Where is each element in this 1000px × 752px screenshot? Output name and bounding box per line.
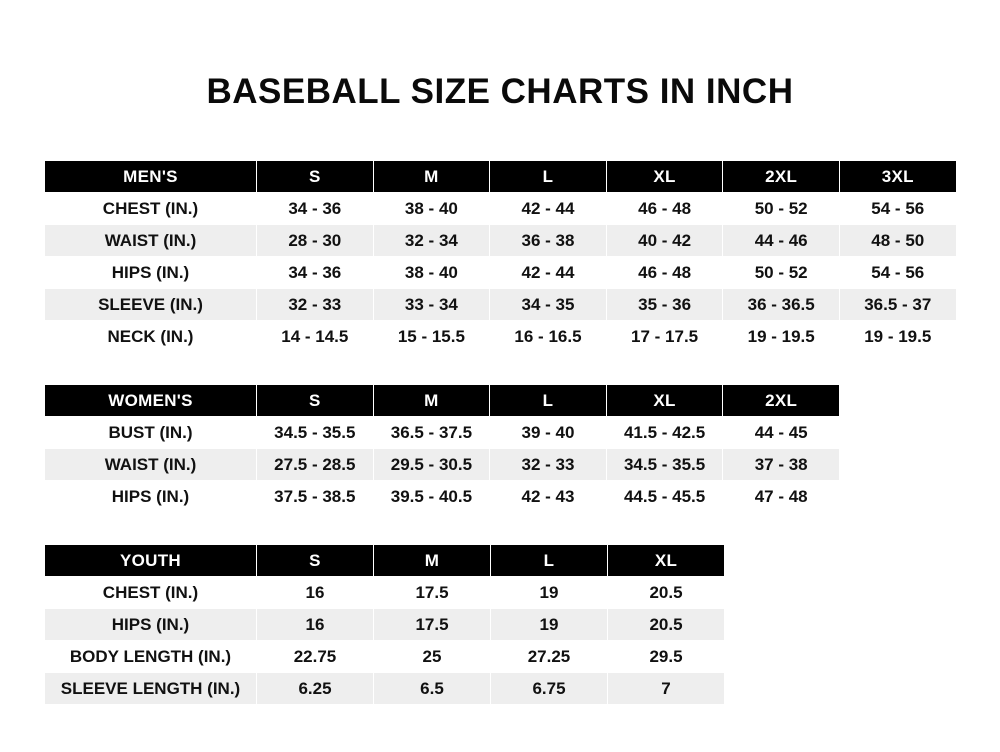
table-row xyxy=(45,193,957,225)
cell: 50 - 52 xyxy=(723,193,840,225)
cell: 34 - 36 xyxy=(257,257,374,289)
cell: 44.5 - 45.5 xyxy=(606,481,723,513)
cell: 28 - 30 xyxy=(257,225,374,257)
womens-header-s: S xyxy=(257,385,374,417)
cell: 6.75 xyxy=(491,673,608,705)
mens-header-l: L xyxy=(490,161,607,193)
row-label: HIPS (IN.) xyxy=(45,609,257,641)
cell: 7 xyxy=(608,673,725,705)
cell: 15 - 15.5 xyxy=(373,321,490,353)
mens-header-xl: XL xyxy=(606,161,723,193)
row-label: WAIST (IN.) xyxy=(45,225,257,257)
page-title: BASEBALL SIZE CHARTS IN INCH xyxy=(206,72,794,111)
cell: 44 - 45 xyxy=(723,417,840,449)
womens-header-xl: XL xyxy=(606,385,723,417)
cell: 6.25 xyxy=(257,673,374,705)
table-row xyxy=(45,225,957,257)
youth-table-body xyxy=(45,577,725,705)
youth-header-category: YOUTH xyxy=(45,545,257,577)
mens-header-2xl: 2XL xyxy=(723,161,840,193)
table-row xyxy=(45,257,957,289)
cell: 14 - 14.5 xyxy=(257,321,374,353)
cell: 32 - 33 xyxy=(490,449,607,481)
table-spacer xyxy=(44,513,956,544)
table-row xyxy=(45,289,957,321)
row-label: BUST (IN.) xyxy=(45,417,257,449)
cell: 38 - 40 xyxy=(373,193,490,225)
table-row xyxy=(45,481,840,513)
cell: 22.75 xyxy=(257,641,374,673)
cell: 29.5 xyxy=(608,641,725,673)
cell: 50 - 52 xyxy=(723,257,840,289)
row-label: SLEEVE LENGTH (IN.) xyxy=(45,673,257,705)
cell: 44 - 46 xyxy=(723,225,840,257)
table-header-row xyxy=(45,385,840,417)
table-row xyxy=(45,577,725,609)
cell: 41.5 - 42.5 xyxy=(606,417,723,449)
cell: 54 - 56 xyxy=(839,257,956,289)
mens-header-3xl: 3XL xyxy=(839,161,956,193)
cell: 25 xyxy=(374,641,491,673)
table-header-row xyxy=(45,161,957,193)
row-label: HIPS (IN.) xyxy=(45,481,257,513)
cell: 38 - 40 xyxy=(373,257,490,289)
cell: 34 - 36 xyxy=(257,193,374,225)
cell: 34.5 - 35.5 xyxy=(606,449,723,481)
cell: 32 - 33 xyxy=(257,289,374,321)
cell: 16 xyxy=(257,609,374,641)
table-row xyxy=(45,641,725,673)
cell: 54 - 56 xyxy=(839,193,956,225)
mens-table-body xyxy=(45,193,957,353)
cell: 20.5 xyxy=(608,577,725,609)
row-label: CHEST (IN.) xyxy=(45,193,257,225)
mens-table-header xyxy=(45,161,957,193)
cell: 19 - 19.5 xyxy=(723,321,840,353)
mens-header-category: MEN'S xyxy=(45,161,257,193)
row-label: NECK (IN.) xyxy=(45,321,257,353)
cell: 48 - 50 xyxy=(839,225,956,257)
cell: 39 - 40 xyxy=(490,417,607,449)
cell: 27.5 - 28.5 xyxy=(257,449,374,481)
row-label: HIPS (IN.) xyxy=(45,257,257,289)
cell: 27.25 xyxy=(491,641,608,673)
cell: 34.5 - 35.5 xyxy=(257,417,374,449)
row-label: BODY LENGTH (IN.) xyxy=(45,641,257,673)
table-row xyxy=(45,449,840,481)
row-label: CHEST (IN.) xyxy=(45,577,257,609)
womens-header-l: L xyxy=(490,385,607,417)
cell: 37.5 - 38.5 xyxy=(257,481,374,513)
cell: 46 - 48 xyxy=(606,193,723,225)
mens-size-table xyxy=(44,160,957,353)
cell: 42 - 43 xyxy=(490,481,607,513)
mens-header-m: M xyxy=(373,161,490,193)
cell: 20.5 xyxy=(608,609,725,641)
cell: 34 - 35 xyxy=(490,289,607,321)
cell: 40 - 42 xyxy=(606,225,723,257)
cell: 17.5 xyxy=(374,577,491,609)
cell: 6.5 xyxy=(374,673,491,705)
cell: 19 xyxy=(491,609,608,641)
womens-size-table xyxy=(44,384,840,513)
cell: 16 - 16.5 xyxy=(490,321,607,353)
size-tables-container xyxy=(0,160,1000,705)
cell: 17.5 xyxy=(374,609,491,641)
youth-table-header xyxy=(45,545,725,577)
womens-table-body xyxy=(45,417,840,513)
cell: 19 xyxy=(491,577,608,609)
youth-header-s: S xyxy=(257,545,374,577)
womens-header-2xl: 2XL xyxy=(723,385,840,417)
cell: 33 - 34 xyxy=(373,289,490,321)
table-row xyxy=(45,609,725,641)
mens-header-s: S xyxy=(257,161,374,193)
cell: 29.5 - 30.5 xyxy=(373,449,490,481)
cell: 37 - 38 xyxy=(723,449,840,481)
womens-header-m: M xyxy=(373,385,490,417)
cell: 36.5 - 37.5 xyxy=(373,417,490,449)
cell: 36 - 36.5 xyxy=(723,289,840,321)
youth-header-m: M xyxy=(374,545,491,577)
youth-header-l: L xyxy=(491,545,608,577)
womens-table-header xyxy=(45,385,840,417)
table-row xyxy=(45,673,725,705)
cell: 46 - 48 xyxy=(606,257,723,289)
cell: 36 - 38 xyxy=(490,225,607,257)
cell: 19 - 19.5 xyxy=(839,321,956,353)
table-header-row xyxy=(45,545,725,577)
cell: 47 - 48 xyxy=(723,481,840,513)
table-spacer xyxy=(44,353,956,384)
table-row xyxy=(45,321,957,353)
cell: 17 - 17.5 xyxy=(606,321,723,353)
row-label: SLEEVE (IN.) xyxy=(45,289,257,321)
row-label: WAIST (IN.) xyxy=(45,449,257,481)
cell: 16 xyxy=(257,577,374,609)
youth-header-xl: XL xyxy=(608,545,725,577)
cell: 42 - 44 xyxy=(490,193,607,225)
womens-header-category: WOMEN'S xyxy=(45,385,257,417)
table-row xyxy=(45,417,840,449)
cell: 35 - 36 xyxy=(606,289,723,321)
cell: 39.5 - 40.5 xyxy=(373,481,490,513)
cell: 36.5 - 37 xyxy=(839,289,956,321)
cell: 32 - 34 xyxy=(373,225,490,257)
youth-size-table xyxy=(44,544,725,705)
cell: 42 - 44 xyxy=(490,257,607,289)
